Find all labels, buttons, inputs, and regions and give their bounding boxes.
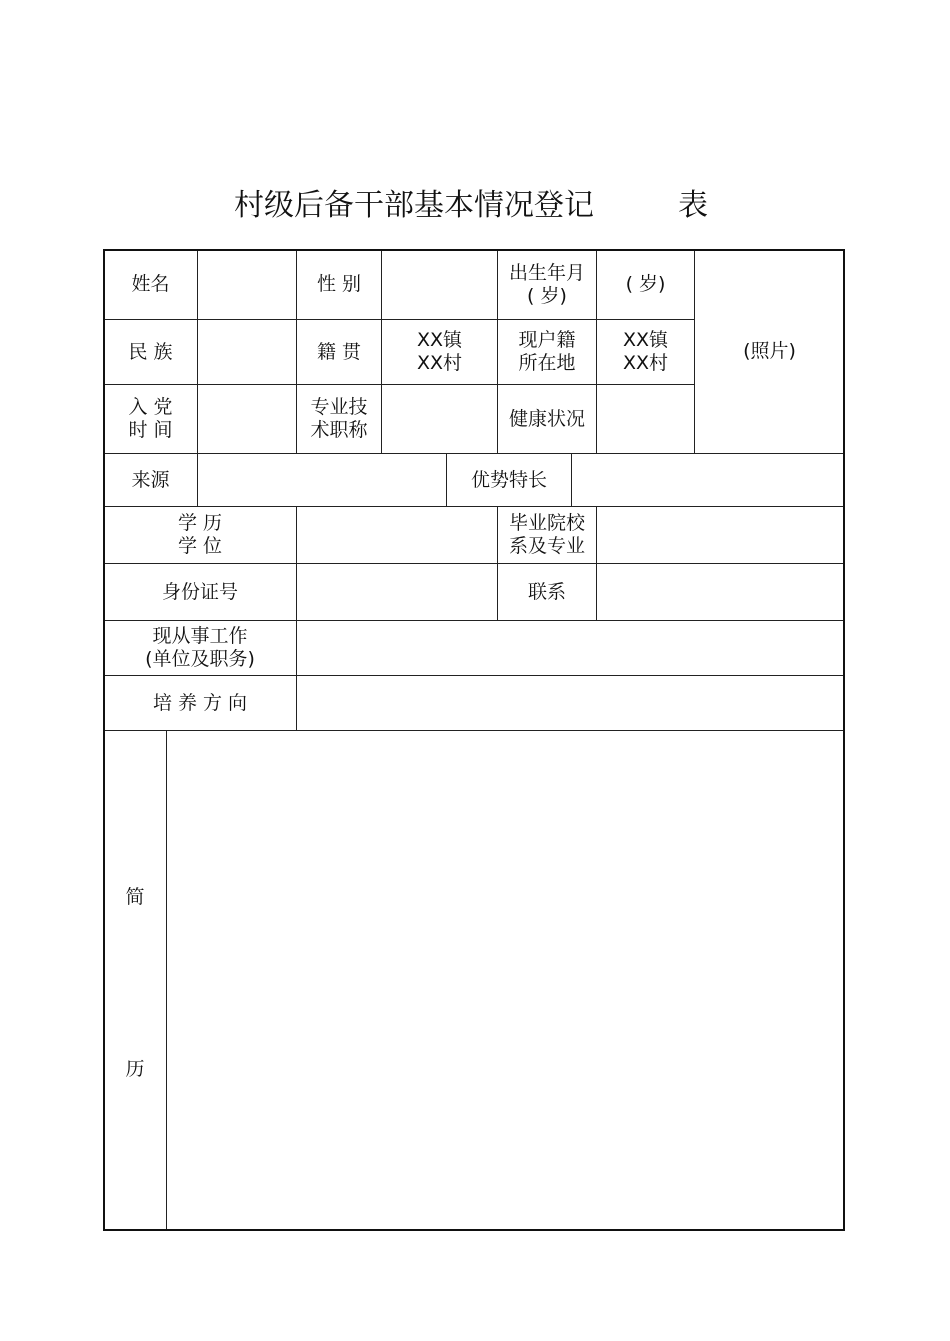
current-work-input[interactable] [296,620,845,676]
resume-label-char-1: 简 [125,886,145,908]
strength-input[interactable] [571,453,845,507]
health-input[interactable] [596,384,695,454]
gender-input[interactable] [381,249,498,320]
resume-input[interactable] [166,730,845,1231]
professional-title-label: 专业技 术职称 [296,384,382,454]
current-work-label: 现从事工作 (单位及职务) [103,620,297,676]
school-label: 毕业院校 系及专业 [497,506,597,564]
native-label: 籍 贯 [296,319,382,385]
resume-label [103,730,167,1231]
name-label: 姓名 [103,249,198,320]
contact-label: 联系 [497,563,597,621]
id-number-label: 身份证号 [103,563,297,621]
education-input[interactable] [296,506,498,564]
training-direction-label: 培 养 方 向 [103,675,297,731]
education-label: 学 历 学 位 [103,506,297,564]
native-input[interactable]: XX镇 XX村 [381,319,498,385]
contact-input[interactable] [596,563,845,621]
health-label: 健康状况 [497,384,597,454]
photo-box: (照片) [694,249,845,454]
form-title-suffix: 表 [678,188,708,223]
school-input[interactable] [596,506,845,564]
age-input[interactable]: ( 岁) [596,249,695,320]
household-input[interactable]: XX镇 XX村 [596,319,695,385]
party-date-label: 入 党 时 间 [103,384,198,454]
id-number-input[interactable] [296,563,498,621]
ethnicity-label: 民 族 [103,319,198,385]
household-label: 现户籍 所在地 [497,319,597,385]
source-input[interactable] [197,453,447,507]
name-input[interactable] [197,249,297,320]
gender-label: 性 别 [296,249,382,320]
training-direction-input[interactable] [296,675,845,731]
professional-title-input[interactable] [381,384,498,454]
birth-label: 出生年月 ( 岁) [497,249,597,320]
ethnicity-input[interactable] [197,319,297,385]
resume-label-char-2: 历 [125,1058,145,1080]
strength-label: 优势特长 [446,453,572,507]
party-date-input[interactable] [197,384,297,454]
form-title-main: 村级后备干部基本情况登记 [234,188,594,223]
source-label: 来源 [103,453,198,507]
